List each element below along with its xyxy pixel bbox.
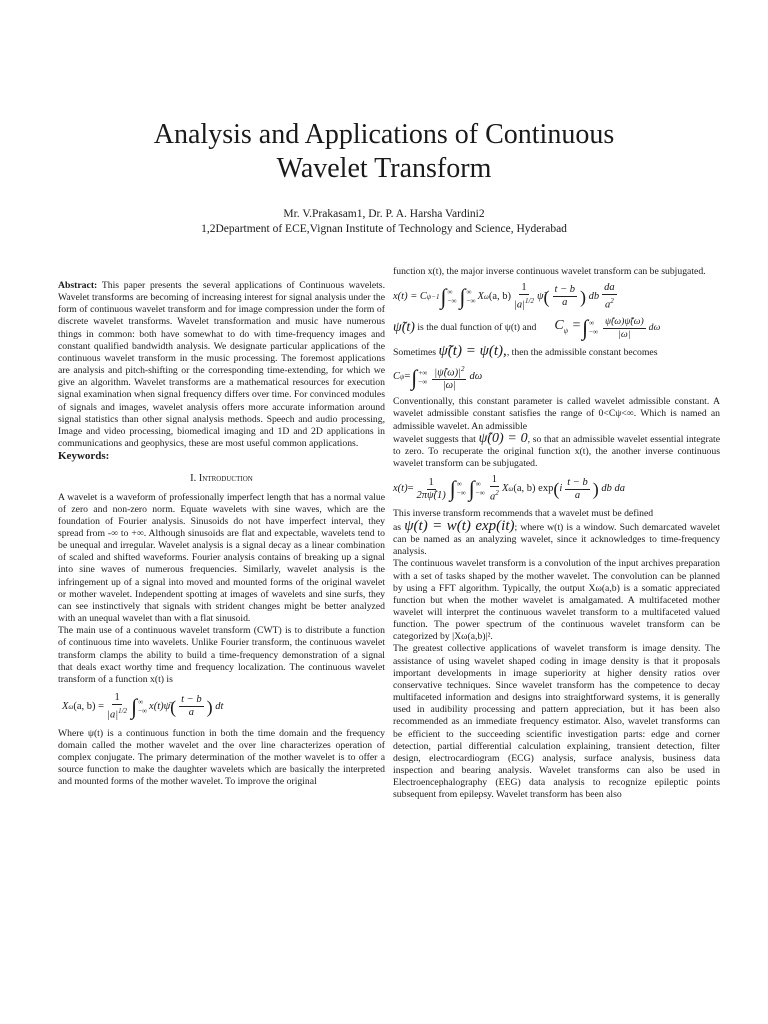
right-column [393,266,720,802]
equation-dual: ψ̃(t) is the dual function of ψ(t) and $C_\psi$ = ∫ ∞ −∞ $\frac{\psî(\omega)\psĩ̂(\omega)}{|\omega|}$ dω [393,315,661,341]
right-as: as ψ(t) = w(t) exp(it); where w(t) is a window. Such demarcated wavelet can be named as an analyzing wavelet, since it acknowledges to time-frequency analysis. [393,517,720,558]
right-paragraph-5: The greatest collective applications of wavelet transform is image density. The assistance of using wavelet shaped coding in image density is that it proposals important developments in image superiority at higher density ratios over conservative techniques. Since wavelet transform has the competence to decay multifaceted information and designs into straightforward systems, it is generally used in audibility processing and pattern appreciation, but it has been also recommended as an immediate frequency estimator. Also, wavelet transforms can be efficient to the succeeding scientific investigation parts: edge and corner detection, partial differential calculation explaining, transient detection, filter design, electrocardiogram (ECG) analysis, surface analysis, business data inspection and bearing analysis. Wavelet transforms can also be used in Electroencephalography (EEG) data analysis to recognize epileptic points subsequent from epilepsy. Wavelet transform has been also [393,643,720,801]
intro-paragraph-1: A wavelet is a waveform of professionally imperfect length that has a normal value of zero and non-zero norm. Equate wavelets with sine waves, which are the foundation of Fourier analysis. Sinusoids do not have imperfect interval, they spread from -∞ to +∞. Although sinusoids are flat and expectable, wavelets tend to be unequal and irregular. Wavelet analysis is a signal decay as a linear combination of scaled and shifted waveforms. Fourier analysis contains of breaking up a signal into sine waves of numerous frequencies. Similarly, wavelet analysis is the infringement up of a signal into moved and mounted forms of the original wavelet or mother wavelet. Independent spotting at images of wavelets and sine surfs, they can see instinctively that signals with strident changes might be better analyzed with an unequal wavelet than with a flat sinusoid. [58,491,385,625]
abstract-text: This paper presents the several applications of Continuous wavelets. Wavelet transforms are becoming of increasing interest for signal analysis under the form of continuous wavelet transform and for image compression under the form of discrete wavelet transforms. Wavelet transformation and music have numerous things in common: both have somewhat to do with time-frequency images and constant qualified bandwidth analysis. We designate particular applications of the continuous wavelet transform in the music processing. The foremost applications are analysis and pitch-shifting or the corresponding time-extending, for which we give an algorithm. Wavelet transforms are a mathematical resources for execution signal examination when signal frequency differs over time. For convinced modules of signals and images, wavelet analysis offers more accurate information around signal statistics than other signal analysis methods. Speech and audio processing, Image and video processing, biomedical imaging and 1D and 2D applications in communications and geophysics, these are most useful common applications. [58,280,385,450]
equation-inverse-2: x(t) = $\frac{1}{2\pi\psî(1)}$ ∫ ∞ −∞ ∫ ∞ −∞ $\frac{1}{a^2}$ X ω (a, b) exp ( i $\frac{t - b}{a}$ ) db da [393,474,626,503]
abstract-label: Abstract: [58,280,98,291]
right-sometimes: Sometimes ψ̃(t) = ψ(t),, then the admissible constant becomes [393,342,658,359]
affiliation: 1,2Department of ECE,Vignan Institute of Technology and Science, Hyderabad [201,223,567,235]
equation-cwt: X ω (a, b) = $\frac{1}{|a|^{1/2}}$ ∫ ∞ −∞ x(t)ψ̄ ( $\frac{t - b}{a}$ ) dt [62,692,224,721]
right-paragraph-2: Conventionally, this constant parameter is called wavelet admissible constant. A wavelet admissible constant satisfies the range of 0<Cψ<∞. Which is named an admissible wavelet. An admissible [393,396,720,432]
right-paragraph-4: The continuous wavelet transform is a convolution of the input archives preparation with a set of tasks shaped by the mother wavelet. The convolution can be planned by using a FFT algorithm. Typically, the output Xω(a,b) is a somatic appreciated function but when the mother wavelet is amalgamated. A multifaceted mother wavelet will interpret the continuous wavelet transform to a multifaceted valued function. The power spectrum of the continuous wavelet transform can be categorized by |Xω(a,b)|². [393,558,720,643]
equation-admissible: C ψ = ∫ +∞ −∞ $\frac{|\psî(\omega)|^2}{|\omega|}$ dω [393,364,483,392]
abstract [58,280,385,450]
equation-inverse-1: x(t) = C ψ −1 ∫ ∞ −∞ ∫ ∞ −∞ X ω (a, b) $\frac{1}{|a|^{1/2}}$ ψ̃ ( $\frac{t - b}{a}$ ) db $\frac{da}{a^2}$ [393,282,615,311]
intro-paragraph-2: The main use of a continuous wavelet transform (CWT) is to distribute a function of continuous time into wavelets. Unlike Fourier transform, the continuous wavelet transform clamps the ability to build a time-frequency demonstration of a signal that deals exact worthy time and frequency localization. The continuous wavelet transform of a function x(t) is [58,625,385,685]
keywords: Keywords: [58,450,110,463]
right-paragraph-1: function x(t), the major inverse continuous wavelet transform can be subjugated. [393,266,706,277]
left-column [58,280,385,788]
title-line-1: Analysis and Applications of Continuous [153,119,615,150]
paper-title [0,118,768,186]
right-paragraph-3: This inverse transform recommends that a wavelet must be defined [393,507,654,519]
right-suggests: wavelet suggests that ψ̂(0) = 0, so that an admissible wavelet essential integrate to zero. To recuperate the original function x(t), the another inverse continuous wavelet transform can be subjugated. [393,430,721,470]
author-block [0,207,768,237]
intro-paragraph-3: Where ψ(t) is a continuous function in both the time domain and the frequency domain called the mother wavelet and the over line characterizes operation of complex conjugate. The primary determination of the mother wavelet is to offer a source function to make the daughter wavelets which are basically the interpreted and mounted forms of the mother wavelet. To improve the original [58,727,385,788]
section-heading: I. Introduction [190,473,253,485]
title-line-2: Wavelet Transform [276,153,492,184]
authors: Mr. V.Prakasam1, Dr. P. A. Harsha Vardini2 [283,208,485,220]
